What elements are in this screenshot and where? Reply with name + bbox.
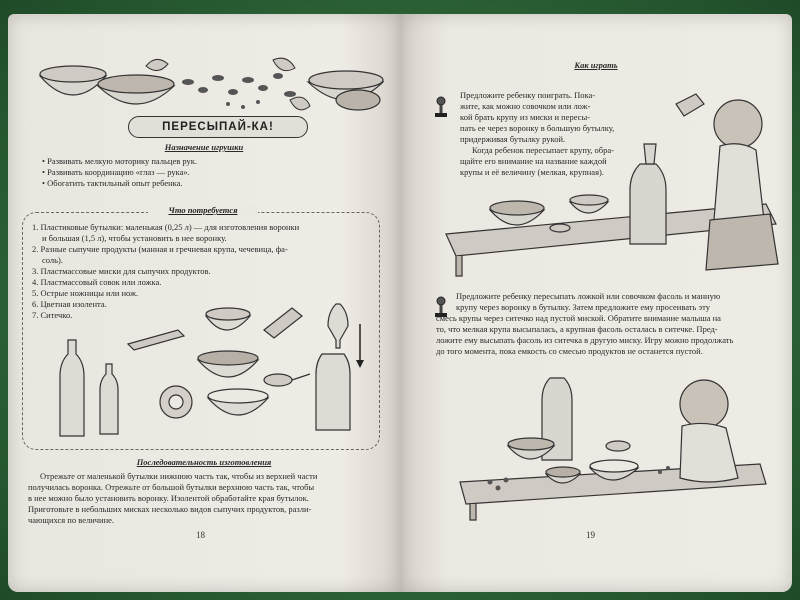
how-to-play-heading: Как играть: [574, 60, 618, 70]
girl-head: [680, 380, 728, 428]
scoop: [676, 94, 704, 116]
play-line: пать ее через воронку в большую бутылку,: [460, 123, 615, 133]
materials-item: соль).: [42, 255, 63, 265]
needs-heading: Что потребуется: [148, 205, 258, 215]
play-line: Предложите ребенку поиграть. Пока-: [460, 90, 596, 100]
materials-item: 4. Пластмассовый совок или ложка.: [32, 277, 162, 287]
materials-item: 2. Разные сыпучие продукты (манная и гречневая крупа, чечевица, фа-: [32, 244, 288, 254]
play-line: то, что мелкая крупа высыпалась, а крупная фасоль осталась в ситечке. Пред-: [436, 324, 718, 334]
materials-item: и большая (1,5 л), чтобы установить в нее воронку.: [42, 233, 227, 243]
bottle-with-funnel: [316, 354, 350, 430]
play-line: крупы и её величину (мелкая, крупная).: [460, 167, 604, 177]
purpose-item: • Обогатить тактильный опыт ребенка.: [42, 178, 183, 188]
play-line: щайте его внимание на название каждой: [460, 156, 607, 166]
sequence-text: [28, 471, 317, 526]
girl-sieving-illustration: [450, 364, 790, 524]
girl-head: [714, 100, 762, 148]
funnel: [328, 304, 348, 348]
play-line: смесь крупы через ситечко над пустой миской. Обратите внимание малыша на: [436, 313, 721, 323]
sequence-heading: Последовательность изготовления: [136, 457, 272, 467]
play-paragraph-2: [436, 291, 734, 357]
sequence-line: чающихся по величине.: [28, 515, 115, 525]
sequence-line: получилась воронка. Отрежьте от большой бутылки верхнюю часть так, чтобы: [28, 482, 315, 492]
funnel: [644, 144, 656, 164]
page-number-left: 18: [196, 530, 205, 540]
right-page: [400, 14, 792, 592]
spoon: [550, 224, 570, 232]
play-line: жите, как можно совочком или лож-: [460, 101, 591, 111]
play-line: придерживая бутылку рукой.: [460, 134, 566, 144]
scoop: [264, 308, 302, 338]
materials-item: 7. Ситечко.: [32, 310, 73, 320]
girl-pouring-illustration: [440, 84, 790, 284]
sequence-line: Отрежьте от маленькой бутылки нижнюю часть так, чтобы из верхней части: [40, 471, 318, 481]
left-page: [8, 14, 400, 592]
materials-item: 5. Острые ножницы или нож.: [32, 288, 139, 298]
play-line: кой брать крупу из миски и пересы-: [460, 112, 590, 122]
page-number-right: 19: [586, 530, 595, 540]
play-line: Когда ребенок пересыпает крупу, обра-: [472, 145, 614, 155]
big-bottle: [60, 340, 84, 436]
girl-body: [714, 144, 764, 225]
play-line: крупу через воронку в бутылку. Затем предложите ему просеивать эту: [456, 302, 711, 312]
materials-item: 3. Пластмассовые миски для сыпучих продуктов.: [32, 266, 211, 276]
header-illustration: [28, 52, 378, 114]
sequence-line: Приготовьте в небольших мисках несколько видов сыпучих продуктов, разли-: [28, 504, 312, 514]
open-book: [8, 14, 792, 592]
bottle: [630, 164, 666, 244]
materials-item: 1. Пластиковые бутылки: маленькая (0,25 л) — для изготовления воронки: [32, 222, 300, 232]
purpose-heading: Назначение игрушки: [164, 142, 244, 152]
small-bottle: [100, 364, 118, 434]
play-line: ложите ему высыпать фасоль из ситечка в другую миску. Игру можно продолжать: [436, 335, 734, 345]
scissors: [128, 330, 184, 350]
girl-body: [680, 423, 738, 482]
purpose-list: [42, 156, 197, 189]
plate-right: [336, 90, 380, 110]
materials-item: 6. Цветная изолента.: [32, 299, 107, 309]
materials-illustration: [48, 294, 368, 434]
play-line: Предложите ребенку пересыпать ложкой или совочком фасоль и манную: [456, 291, 721, 301]
purpose-item: • Развивать координацию «глаз — рука».: [42, 167, 190, 177]
purpose-item: • Развивать мелкую моторику пальцев рук.: [42, 156, 197, 166]
girl-skirt: [706, 214, 778, 270]
page-title: ПЕРЕСЫПАЙ-КА!: [128, 116, 308, 138]
sequence-line: в нее можно было установить воронку. Изолентой обработайте края бутылок.: [28, 493, 309, 503]
sieve: [264, 374, 292, 386]
play-line: до того момента, пока емкость со смесью продуктов не останется пустой.: [436, 346, 703, 356]
sieve: [606, 441, 630, 451]
